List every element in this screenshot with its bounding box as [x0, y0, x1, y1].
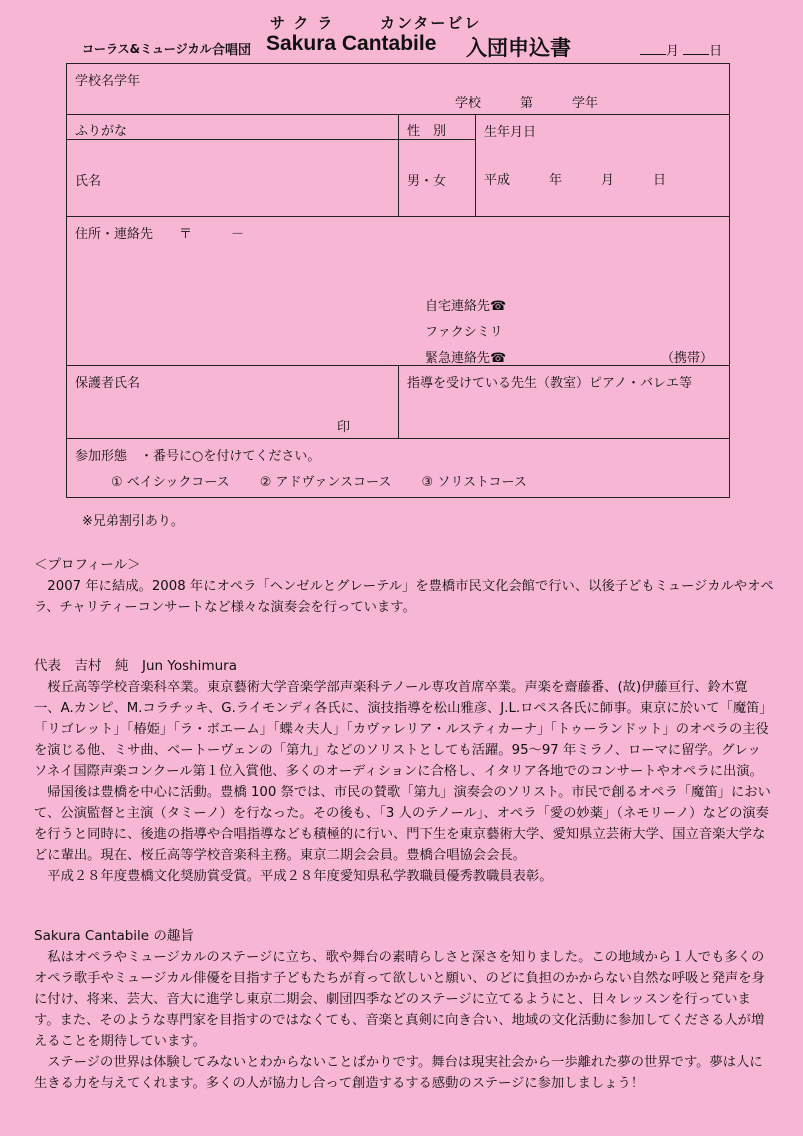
month-label: 月 — [666, 44, 680, 59]
option-soloist[interactable]: ③ ソリストコース — [421, 475, 527, 490]
address-label: 住所・連絡先 〒 － — [75, 227, 245, 242]
title-ruby-2: カンタービレ — [380, 14, 482, 32]
gender-field[interactable] — [399, 140, 476, 217]
furigana-field[interactable] — [67, 115, 399, 140]
page-title-jp: 入団申込書 — [466, 36, 571, 60]
gender-label: 性 別 — [407, 124, 447, 139]
application-form — [66, 63, 730, 498]
purpose-section — [34, 926, 774, 1094]
participation-field — [67, 439, 730, 498]
school-suffix: 学校 第 学年 — [455, 96, 599, 111]
profile-text: 2007 年に結成。2008 年にオペラ「ヘンゼルとグレーテル」を豊橋市民文化会館で行い、以後子どもミュージカルやオペラ、チャリティーコンサートなど様々な演奏会を行っています。 — [34, 579, 774, 615]
date-field[interactable] — [640, 40, 722, 59]
title-ruby: サクラ — [270, 14, 342, 32]
label-chorus-musical: コーラス&ミュージカル — [82, 42, 212, 56]
home-contact-label: 自宅連絡先☎ — [425, 299, 507, 314]
profile-heading: ＜プロフィール＞ — [34, 557, 141, 573]
birthdate-field[interactable] — [476, 115, 730, 217]
participation-label: 参加形態 ・番号に○を付けてください。 — [75, 449, 321, 464]
course-options — [111, 471, 553, 490]
birthdate-value: 平成 年 月 日 — [484, 173, 667, 188]
fax-label: ファクシミリ — [425, 325, 503, 340]
name-label: 氏名 — [75, 174, 102, 189]
teacher-label: 指導を受けている先生（教室）ピアノ・バレエ等 — [407, 376, 692, 391]
director-heading: 代表 吉村 純 Jun Yoshimura — [34, 658, 237, 674]
purpose-text-2: ステージの世界は体験してみないとわからないことばかりです。舞台は現実社会から一歩離れた夢の世界です。夢は人に生きる力を与えてくれます。多くの人が協力し合って創造するする感動のステージに参加しましょう！ — [34, 1055, 763, 1091]
school-field[interactable] — [67, 64, 730, 115]
seal-label: 印 — [337, 420, 351, 435]
emergency-contact-label: 緊急連絡先☎ — [425, 351, 507, 366]
furigana-label: ふりがな — [75, 124, 128, 139]
school-label: 学校名学年 — [75, 74, 141, 89]
profile-section — [34, 555, 774, 618]
option-advance[interactable]: ② アドヴァンスコース — [259, 475, 392, 490]
director-bio-1: 桜丘高等学校音楽科卒業。東京藝術大学音楽学部声楽科テノール専攻首席卒業。声楽を齋藤番、(故)伊藤亘行、鈴木寛一、A.カンピ、M.コラチッキ、G.ライモンディ各氏に、演技指導を松山雅彦、J.L.ロペス各氏に師事。東京に於いて「魔笛」「リゴレット」「椿姫」「ラ・ボエーム」「蝶々夫人」「カヴァレリア・ルスティカーナ」「トゥーランドット」のオペラの主役を演じる他、ミサ曲、ベートーヴェンの「第九」などのソリストとしても活躍。95〜97 年ミラノ、ローマに留学。グレッソネイ国際声楽コンクール第１位入賞他、多くのオーディションに合格し、イタリア各地でのコンサートやオペラに出演。 — [34, 680, 773, 779]
director-awards: 平成２８年度豊橋文化奨励賞受賞。平成２８年度愛知県私学教職員優秀教職員表彰。 — [34, 869, 553, 884]
gender-header — [399, 115, 476, 140]
option-basic[interactable]: ① ベイシックコース — [111, 475, 230, 490]
director-bio-2: 帰国後は豊橋を中心に活動。豊橋 100 祭では、市民の賛歌「第九」演奏会のソリスト。市民で創るオペラ「魔笛」において、公演監督と主演（タミーノ）を行なった。その後も、「3 人のテノール」、オペラ「愛の妙薬」（ネモリーノ）などの演奏を行うと同時に、後進の指導や合唱指導なども積極的に行い、門下生を東京藝術大学、愛知県立芸術大学、国立音楽大学などに輩出。現在、桜丘高等学校音楽科主務。東京二期会会員。豊橋合唱協会会長。 — [34, 785, 771, 863]
gender-value: 男・女 — [407, 174, 447, 189]
purpose-text-1: 私はオペラやミュージカルのステージに立ち、歌や舞台の素晴らしさと深さを知りました。この地域から１人でも多くのオペラ歌手やミュージカル俳優を目指す子どもたちが育って欲しいと願い、のどに負担のかからない自然な呼吸と発声を身に付け、将来、芸大、音大に進学し東京二期会、劇団四季などのステージに立てるようにと、日々レッスンを行っています。また、そのような専門家を目指すのではなくても、音楽と真剣に向き合い、地域の文化活動に参加してくださる人が増えることを期待しています。 — [34, 950, 765, 1049]
director-section — [34, 656, 774, 887]
teacher-field[interactable] — [399, 366, 730, 439]
guardian-field[interactable] — [67, 366, 399, 439]
label-choir: 合唱団 — [212, 43, 252, 58]
sibling-discount-note: ※兄弟割引あり。 — [82, 514, 184, 529]
mobile-label: （携帯） — [661, 351, 714, 366]
birthdate-label: 生年月日 — [484, 125, 537, 140]
page-title: Sakura Cantabile — [266, 32, 437, 55]
purpose-heading: Sakura Cantabile の趣旨 — [34, 928, 194, 944]
guardian-label: 保護者氏名 — [75, 376, 141, 391]
address-field[interactable] — [67, 217, 730, 366]
name-field[interactable] — [67, 140, 399, 217]
day-label: 日 — [709, 44, 723, 59]
